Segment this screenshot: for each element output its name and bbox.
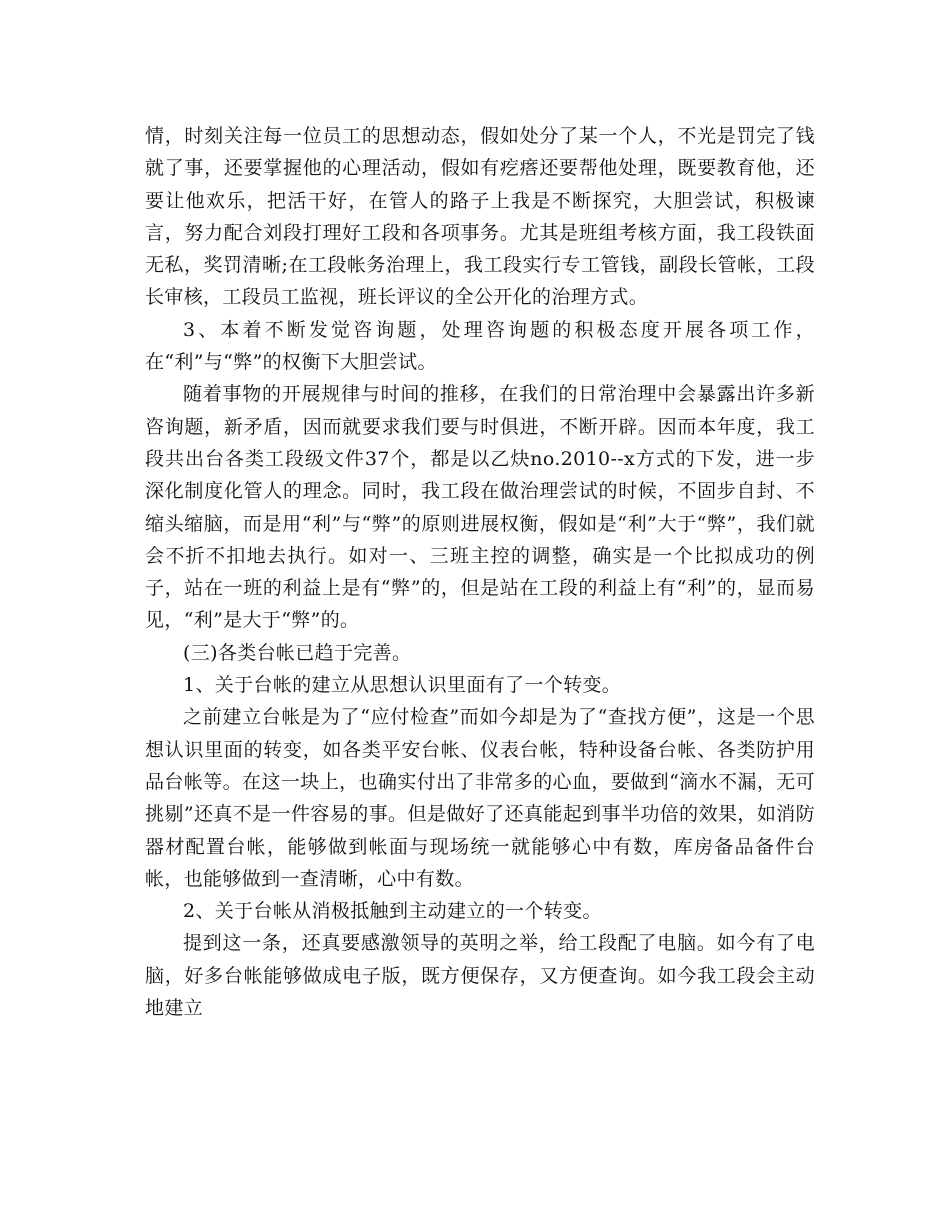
paragraph-item-3: 3、本着不断发觉咨询题，处理咨询题的积极态度开展各项工作，在“利”与“弊”的权衡下大胆尝试。: [145, 318, 815, 374]
document-page: [145, 120, 815, 1024]
section-heading-3: (三)各类台帐已趋于完善。: [183, 641, 412, 664]
paragraph-item-1: 1、关于台帐的建立从思想认识里面有了一个转变。: [183, 674, 622, 697]
paragraph-body: 随着事物的开展规律与时间的推移，在我们的日常治理中会暴露出许多新咨询题，新矛盾，因而就要求我们要与时俱进，不断开辟。因而本年度，我工段共出台各类工段级文件37个，都是以乙炔no.2010--x方式的下发，进一步深化制度化管人的理念。同时，我工段在做治理尝试的时候，不固步自封、不缩头缩脑，而是用“利”与“弊”的原则进展权衡，假如是“利”大于“弊”，我们就会不折不扣地去执行。如对一、三班主控的调整，确实是一个比拟成功的例子，站在一班的利益上是有“弊”的，但是站在工段的利益上有“利”的，显而易见，“利”是大于“弊”的。: [145, 383, 815, 632]
paragraph-body: 提到这一条，还真要感激领导的英明之举，给工段配了电脑。如今有了电脑，好多台帐能够做成电子版，既方便保存，又方便查询。如今我工段会主动地建立: [145, 932, 815, 1020]
paragraph-item-2: 2、关于台帐从消极抵触到主动建立的一个转变。: [183, 900, 602, 923]
paragraph-continuation: 情，时刻关注每一位员工的思想动态，假如处分了某一个人，不光是罚完了钱就了事，还要掌握他的心理活动，假如有疙瘩还要帮他处理，既要教育他，还要让他欢乐，把活干好，在管人的路子上我是不断探究，大胆尝试，积极谏言，努力配合刘段打理好工段和各项事务。尤其是班组考核方面，我工段铁面无私，奖罚清晰;在工段帐务治理上，我工段实行专工管钱，副段长管帐，工段长审核，工段员工监视，班长评议的全公开化的治理方式。: [145, 125, 815, 309]
paragraph-body: 之前建立台帐是为了“应付检查”而如今却是为了“查找方便”，这是一个思想认识里面的转变，如各类平安台帐、仪表台帐，特种设备台帐、各类防护用品台帐等。在这一块上，也确实付出了非常多的心血，要做到“滴水不漏，无可挑剔”还真不是一件容易的事。但是做好了还真能起到事半功倍的效果，如消防器材配置台帐，能够做到帐面与现场统一就能够心中有数，库房备品备件台帐，也能够做到一查清晰，心中有数。: [145, 706, 815, 890]
